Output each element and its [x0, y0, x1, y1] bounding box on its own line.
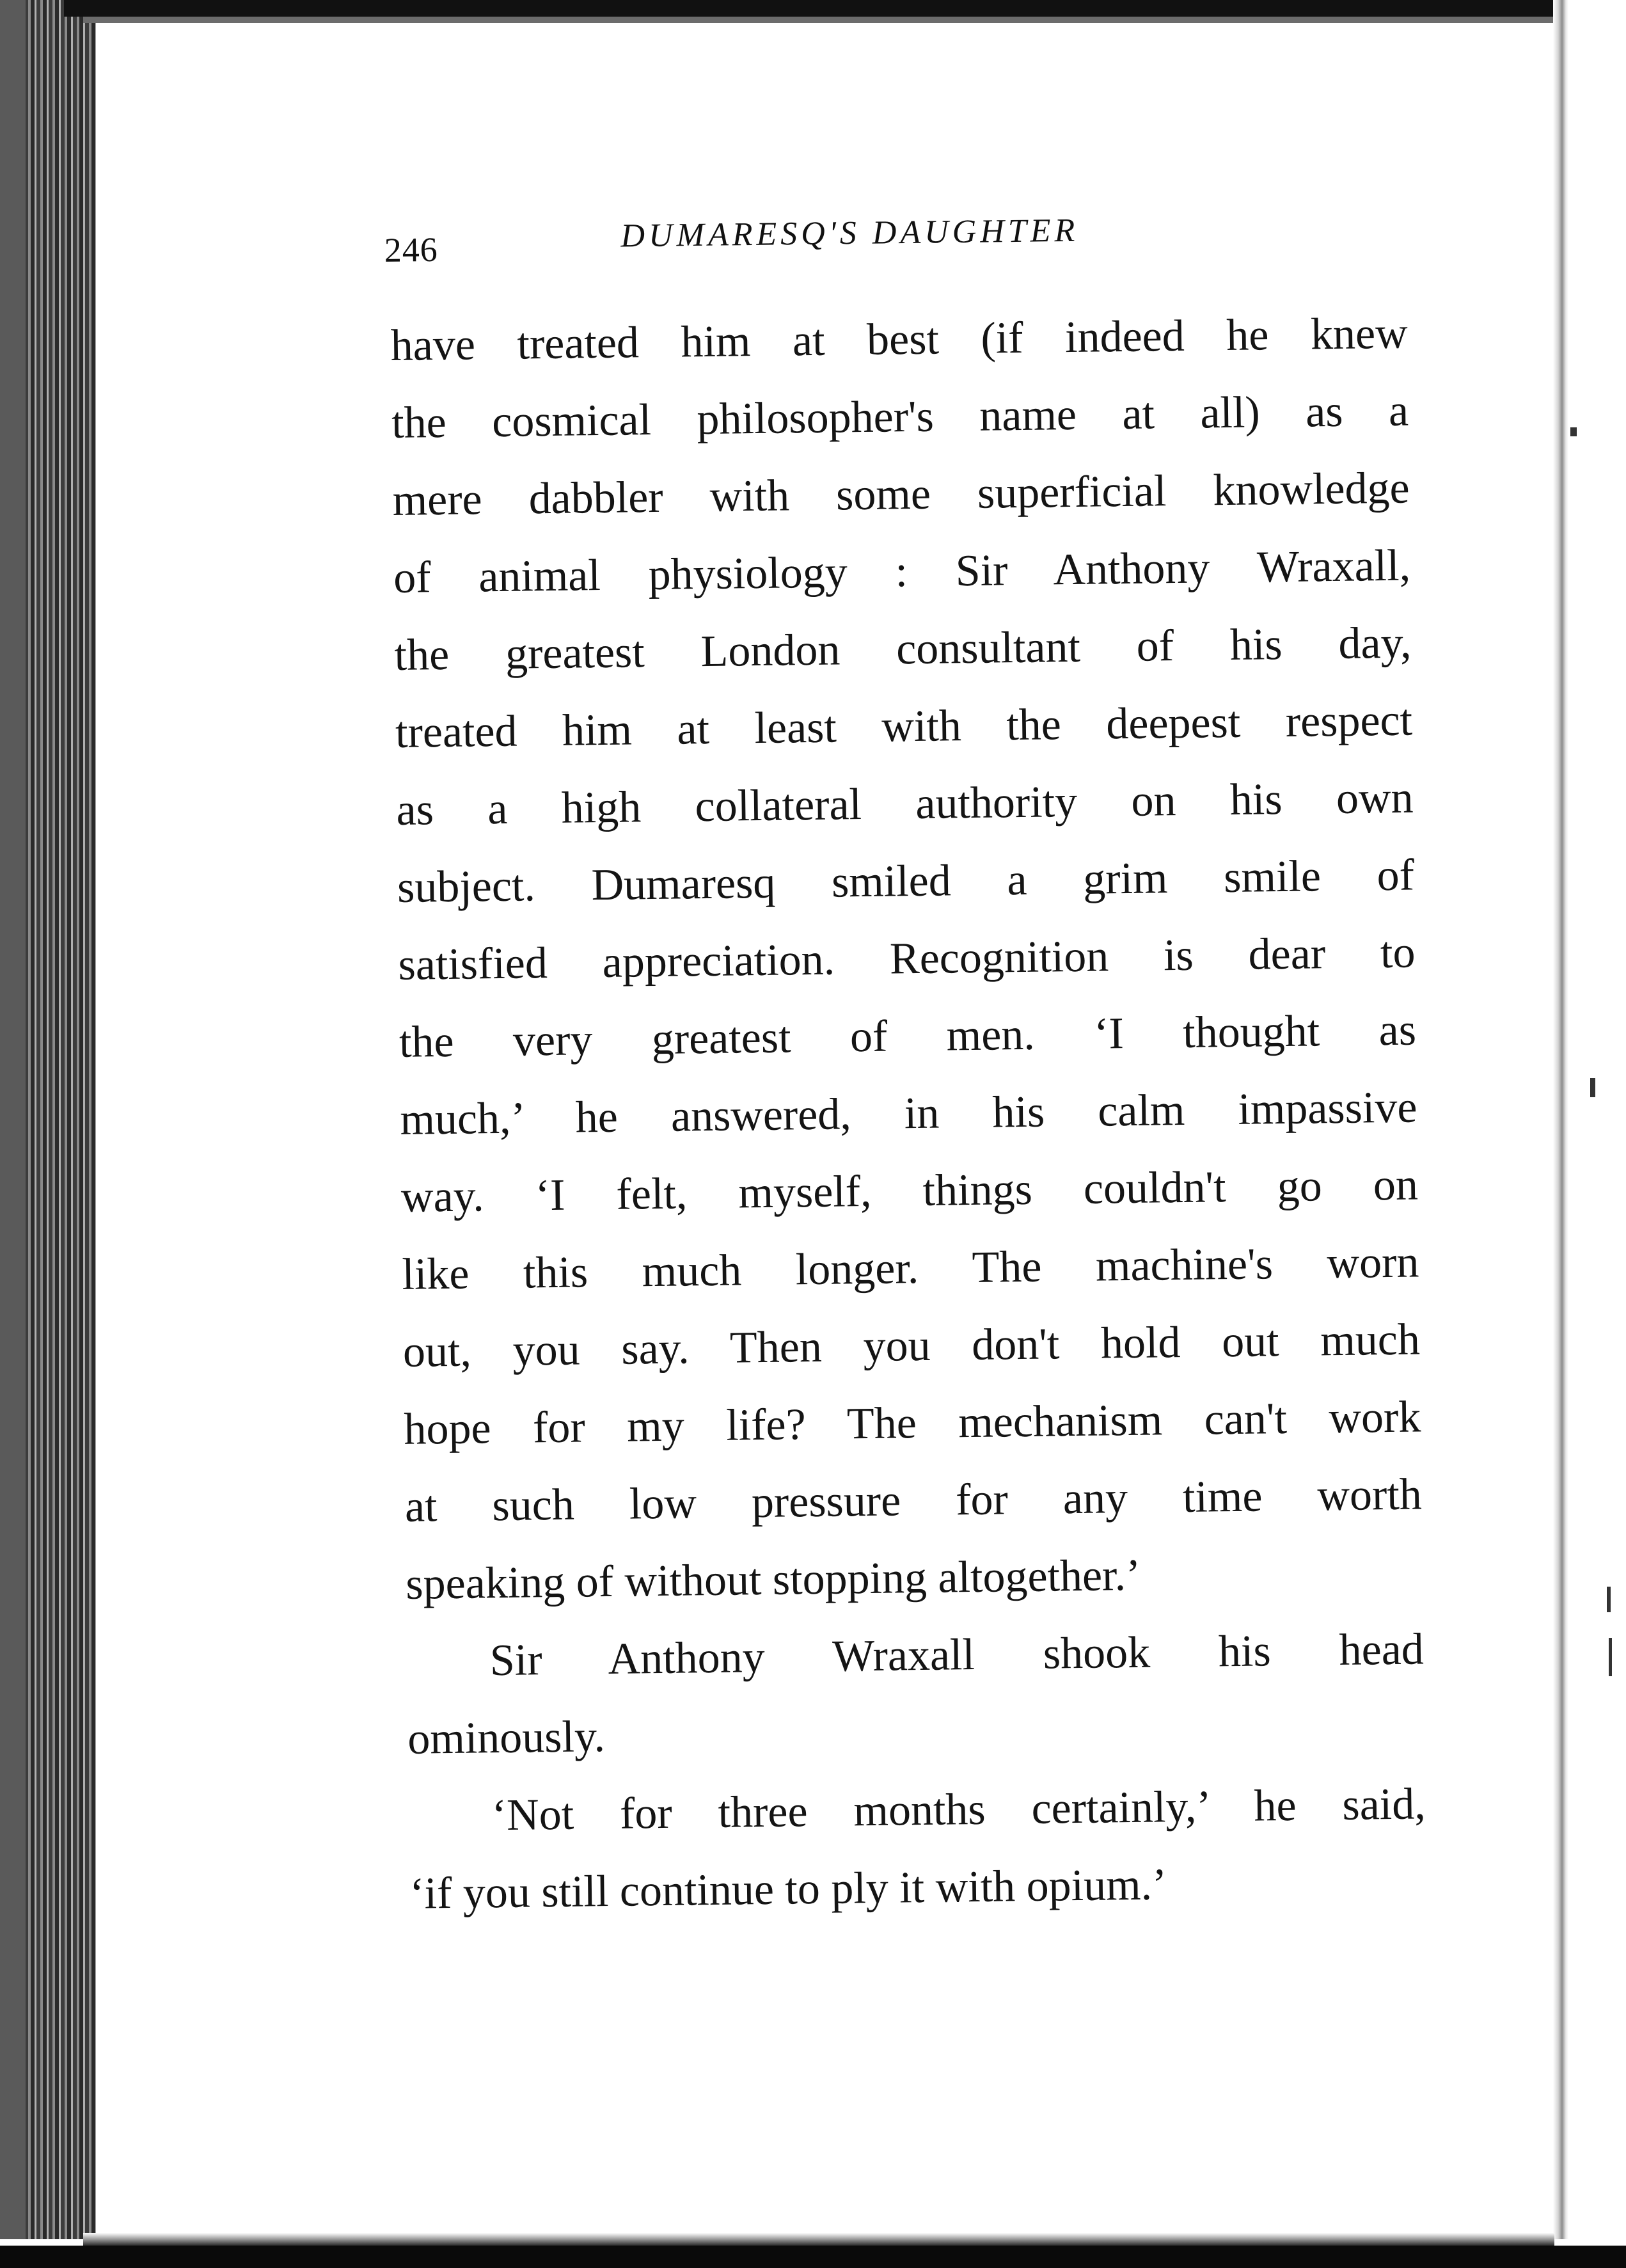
text-line: at such low pressure for any time worth: [404, 1470, 1423, 1532]
text-line: as a high collateral authority on his own: [396, 773, 1414, 835]
text-line: hope for my life? The mechanism can't work: [403, 1392, 1421, 1454]
right-page-edge: [1553, 0, 1568, 2239]
running-head: [384, 198, 1536, 283]
margin-mark-2: [1590, 1078, 1595, 1097]
margin-mark-1: [1570, 427, 1577, 436]
bottom-border: [0, 2246, 1626, 2268]
top-border: [64, 0, 1586, 17]
text-line: satisfied appreciation. Recognition is dear to: [398, 928, 1416, 990]
text-line: the very greatest of men. ‘I thought as: [399, 1005, 1417, 1067]
top-page-edge: [83, 17, 1554, 23]
text-line: like this much longer. The machine's worn: [402, 1237, 1419, 1299]
text-line: way. ‘I felt, myself, things couldn't go on: [400, 1160, 1419, 1222]
text-line: ‘Not for three months certainly,’ he said,: [491, 1779, 1426, 1841]
text-line: treated him at least with the deepest respect: [395, 695, 1413, 757]
margin-mark-4: [1609, 1638, 1612, 1676]
text-line: ‘if you still continue to ply it with opium.’: [409, 1860, 1167, 1919]
text-line: speaking of without stopping altogether.’: [405, 1550, 1141, 1609]
text-line: have treated him at best (if indeed he knew: [390, 308, 1409, 370]
text-line: subject. Dumaresq smiled a grim smile of: [397, 850, 1415, 912]
margin-mark-3: [1607, 1587, 1611, 1612]
body-text: [390, 295, 1427, 1933]
text-line: mere dabbler with some superficial knowledge: [392, 463, 1410, 525]
binding-shadow: [0, 0, 26, 2239]
text-line: of animal physiology : Sir Anthony Wraxall,: [393, 541, 1411, 603]
text-line: out, you say. Then you don't hold out much: [402, 1315, 1421, 1377]
text-line: ominously.: [407, 1712, 606, 1764]
text-line: the greatest London consultant of his day,: [394, 618, 1412, 680]
text-line: Sir Anthony Wraxall shook his head: [489, 1624, 1425, 1686]
bottom-page-edge: [83, 2233, 1554, 2246]
running-title: DUMARESQ'S DAUGHTER: [620, 212, 1079, 255]
text-line: the cosmical philosopher's name at all) as a: [391, 386, 1409, 448]
text-line: much,’ he answered, in his calm impassive: [400, 1082, 1417, 1145]
page-number: 246: [384, 230, 439, 269]
right-margin: [1568, 0, 1626, 2268]
